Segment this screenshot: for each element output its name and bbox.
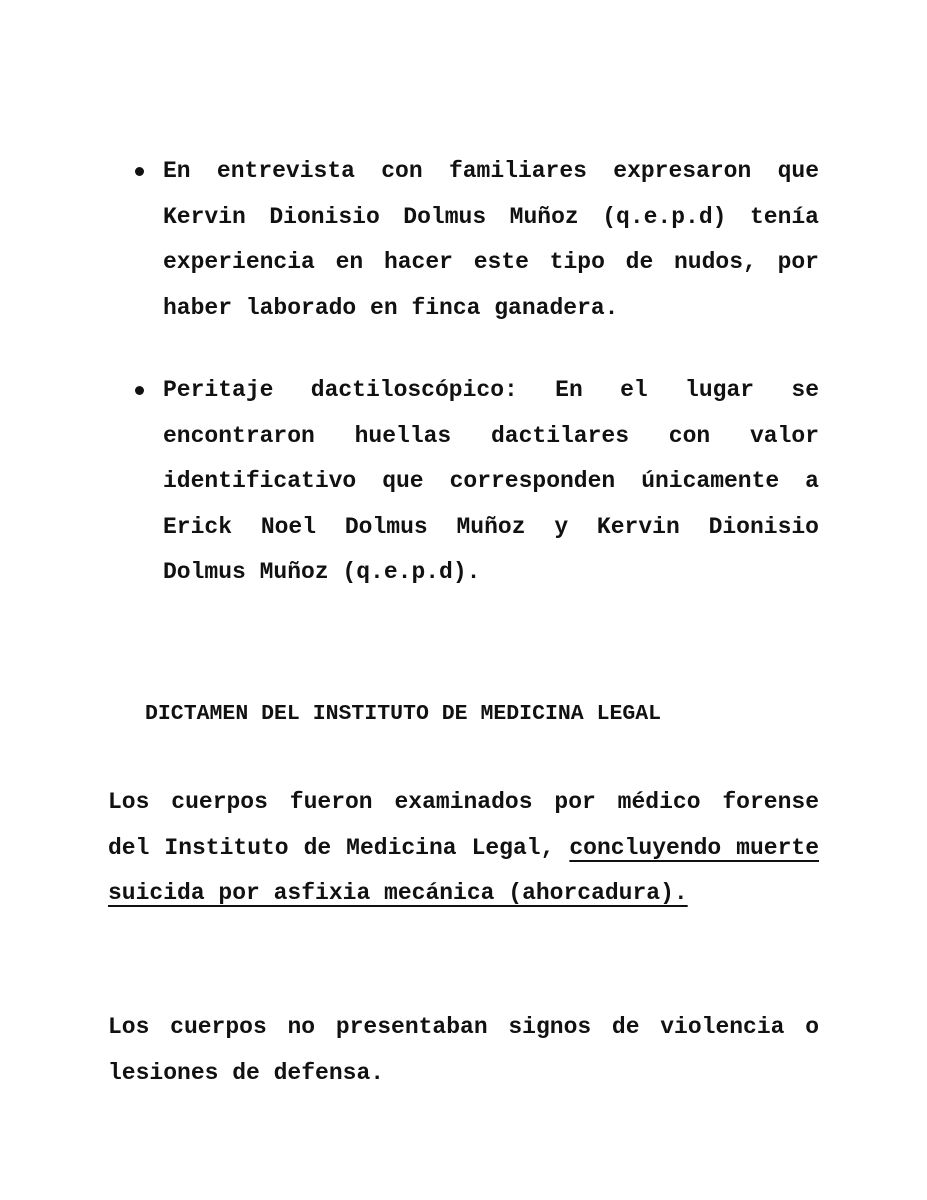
paragraph-text: Los cuerpos no presentaban signos de violencia o lesiones de defensa.	[108, 1014, 819, 1086]
paragraph-no-violence	[108, 1005, 819, 1096]
bullet-list	[0, 149, 927, 633]
bullet-dot-icon	[135, 386, 144, 395]
bullet-text: Peritaje dactiloscópico: En el lugar se encontraron huellas dactilares con valor identificativo que corresponden únicamente a Erick Noel Dolmus Muñoz y Kervin Dionisio Dolmus Muñoz (q.e.p.d).	[163, 377, 819, 585]
bullet-text: En entrevista con familiares expresaron que Kervin Dionisio Dolmus Muñoz (q.e.p.d) tenía experiencia en hacer este tipo de nudos, por haber laborado en finca ganadera.	[163, 158, 819, 321]
paragraph-plain-text: Los cuerpos fueron examinados por médico forense del Instituto de Medicina Legal,	[108, 789, 819, 861]
section-heading: DICTAMEN DEL INSTITUTO DE MEDICINA LEGAL	[145, 702, 662, 726]
bullet-item-fingerprint	[0, 368, 819, 596]
bullet-item-interview	[0, 149, 819, 331]
bullet-dot-icon	[135, 167, 144, 176]
paragraph-autopsy	[108, 780, 819, 917]
paragraph-text	[108, 780, 819, 917]
underlined-conclusion: concluyendo muerte suicida por asfixia mecánica (ahorcadura).	[108, 834, 819, 906]
